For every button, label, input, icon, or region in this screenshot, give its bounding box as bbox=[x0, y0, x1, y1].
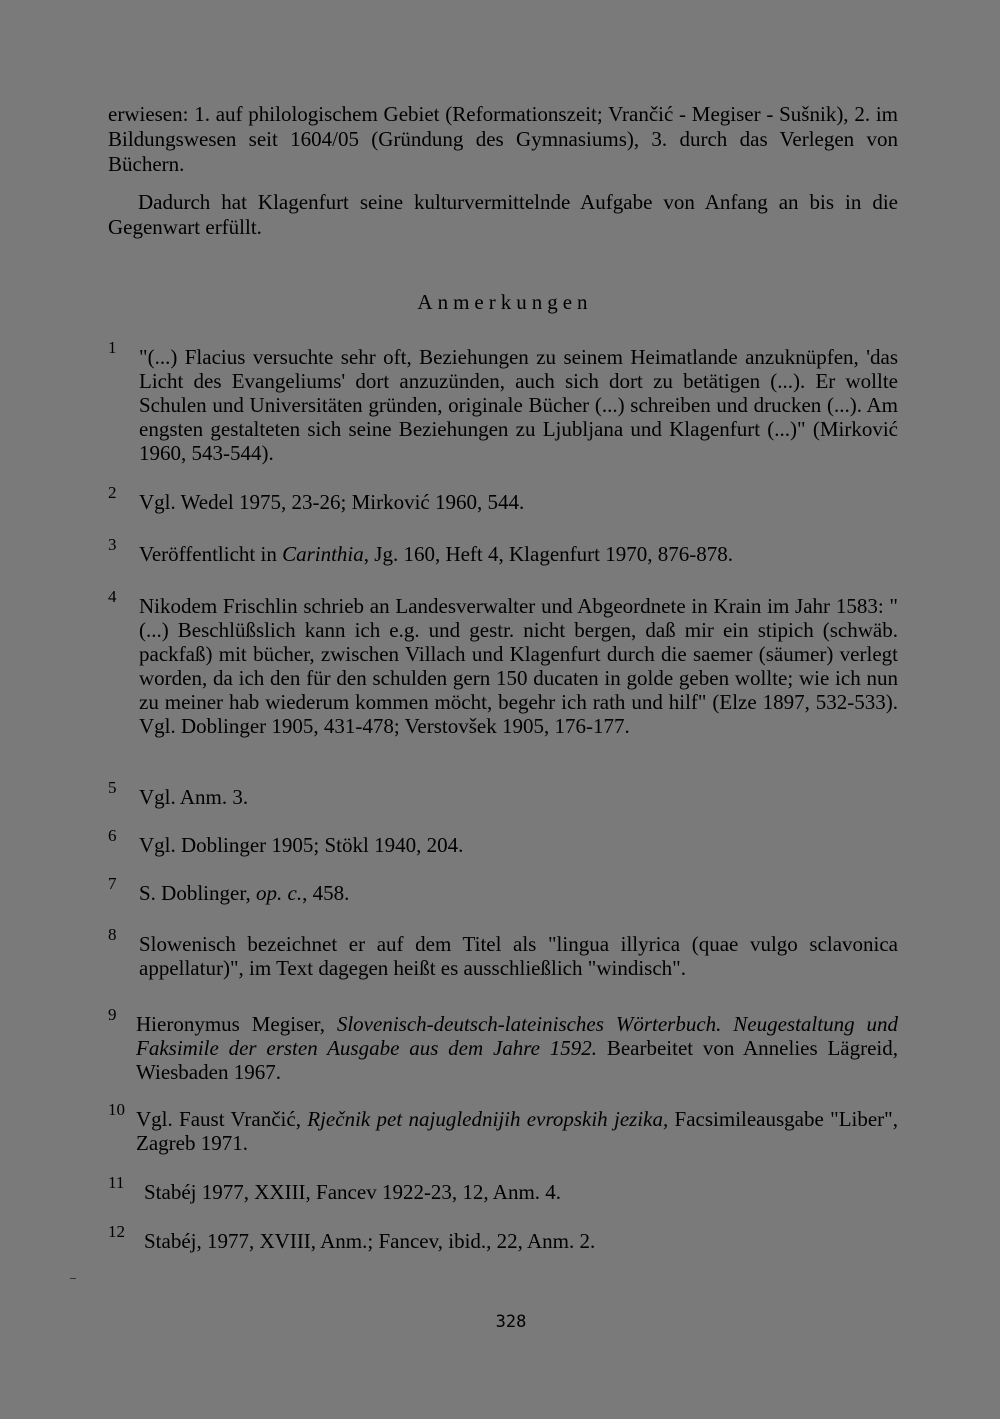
footnote-10 bbox=[108, 1100, 898, 1155]
footnote-8 bbox=[108, 925, 898, 980]
page-number: 328 bbox=[495, 1312, 527, 1332]
footnote-text: Vgl. Doblinger 1905; Stökl 1940, 204. bbox=[139, 833, 464, 857]
intro-paragraph-1: erwiesen: 1. auf philologischem Gebiet (Reformationszeit; Vrančić - Megiser - Sušnik), 2. im Bildungswesen seit 1604/05 (Gründung des Gymnasiums), 3. durch das Verlegen von Büchern. bbox=[108, 102, 898, 176]
footnote-number: 9 bbox=[108, 1005, 117, 1024]
footnote-number: 8 bbox=[108, 925, 117, 944]
footnote-number: 7 bbox=[108, 874, 117, 893]
footnote-number: 1 bbox=[108, 338, 117, 357]
footnote-number: 10 bbox=[108, 1100, 125, 1119]
footnote-text: Stabéj 1977, XXIII, Fancev 1922-23, 12, Anm. 4. bbox=[144, 1180, 562, 1204]
journal-title: Carinthia bbox=[282, 542, 364, 566]
footnote-number: 4 bbox=[108, 587, 117, 606]
footnote-number: 2 bbox=[108, 483, 117, 502]
footnote-12 bbox=[108, 1222, 898, 1253]
footnote-text: Nikodem Frischlin schrieb an Landesverwalter und Abgeordnete in Krain im Jahr 1583: "(...) Beschlüßslich kann ich e.g. und gestr. nicht bergen, daß mir ein stipich (schwäb. packfaß) mit bücher, zwischen Villach und Klagenfurt durch die saemer (säumer) verlegt worden, da ich den für den schulden gern 150 ducaten in golde geben wollte; wie ich nun zu meiner hab wiederum kommen möcht, begehr ich rath und hilf" (Elze 1897, 532-533). Vgl. Doblinger 1905, 431-478; Verstovšek 1905, 176-177. bbox=[139, 594, 898, 738]
footnote-7 bbox=[108, 874, 898, 905]
section-heading: Anmerkungen bbox=[417, 290, 593, 314]
footnote-5 bbox=[108, 778, 898, 809]
footnote-number: 12 bbox=[108, 1222, 125, 1241]
footnote-4 bbox=[108, 587, 898, 738]
footnote-text: Slowenisch bezeichnet er auf dem Titel als "lingua illyrica (quae vulgo sclavonica appellatur)", im Text dagegen heißt es ausschließlich "windisch". bbox=[139, 932, 898, 980]
footnote-text: Hieronymus Megiser, Slovenisch-deutsch-lateinisches Wörterbuch. Neugestaltung und Faksimile der ersten Ausgabe aus dem Jahre 1592. Bearbeitet von Annelies Lägreid, Wiesbaden 1967. bbox=[136, 1012, 899, 1084]
footnote-3 bbox=[108, 535, 898, 566]
intro-paragraph-2: Dadurch hat Klagenfurt seine kulturvermittelnde Aufgabe von Anfang an bis in die Gegenwart erfüllt. bbox=[108, 190, 898, 239]
footnote-1 bbox=[108, 338, 898, 465]
book-title: Slovenisch-deutsch-lateinisches Wörterbuch. Neugestaltung und Faksimile der ersten Ausgabe aus dem Jahre 1592. bbox=[136, 1012, 898, 1060]
footnote-text: Vgl. Faust Vrančić, Rječnik pet najuglednijih evropskih jezika, Facsimileausgabe "Liber", Zagreb 1971. bbox=[136, 1107, 898, 1155]
margin-mark bbox=[70, 1278, 76, 1279]
footnote-number: 3 bbox=[108, 535, 117, 554]
footnote-text: S. Doblinger, op. c., 458. bbox=[139, 881, 350, 905]
footnote-text: Vgl. Wedel 1975, 23-26; Mirković 1960, 544. bbox=[139, 490, 525, 514]
footnote-2 bbox=[108, 483, 898, 514]
footnote-number: 5 bbox=[108, 778, 117, 797]
footnote-11 bbox=[108, 1173, 898, 1204]
book-title: Rječnik pet najuglednijih evropskih jezika, bbox=[307, 1107, 669, 1131]
footnote-text: Stabéj, 1977, XVIII, Anm.; Fancev, ibid., 22, Anm. 2. bbox=[144, 1229, 596, 1253]
footnote-9 bbox=[108, 1005, 899, 1084]
footnote-6 bbox=[108, 826, 898, 857]
footnote-text: Veröffentlicht in Carinthia, Jg. 160, Heft 4, Klagenfurt 1970, 876-878. bbox=[139, 542, 733, 566]
footnote-text: "(...) Flacius versuchte sehr oft, Beziehungen zu seinem Heimatlande anzuknüpfen, 'das Licht des Evangeliums' dort anzuzünden, auch sich dort zu betätigen (...). Er wollte Schulen und Universitäten gründen, originale Bücher (...) schreiben und drucken (...). Am engsten gestalteten sich seine Beziehungen zu Ljubljana und Klagenfurt (...)" (Mirković 1960, 543-544). bbox=[139, 345, 898, 465]
footnote-number: 6 bbox=[108, 826, 117, 845]
footnote-text: Vgl. Anm. 3. bbox=[139, 785, 249, 809]
footnote-number: 11 bbox=[108, 1173, 125, 1192]
